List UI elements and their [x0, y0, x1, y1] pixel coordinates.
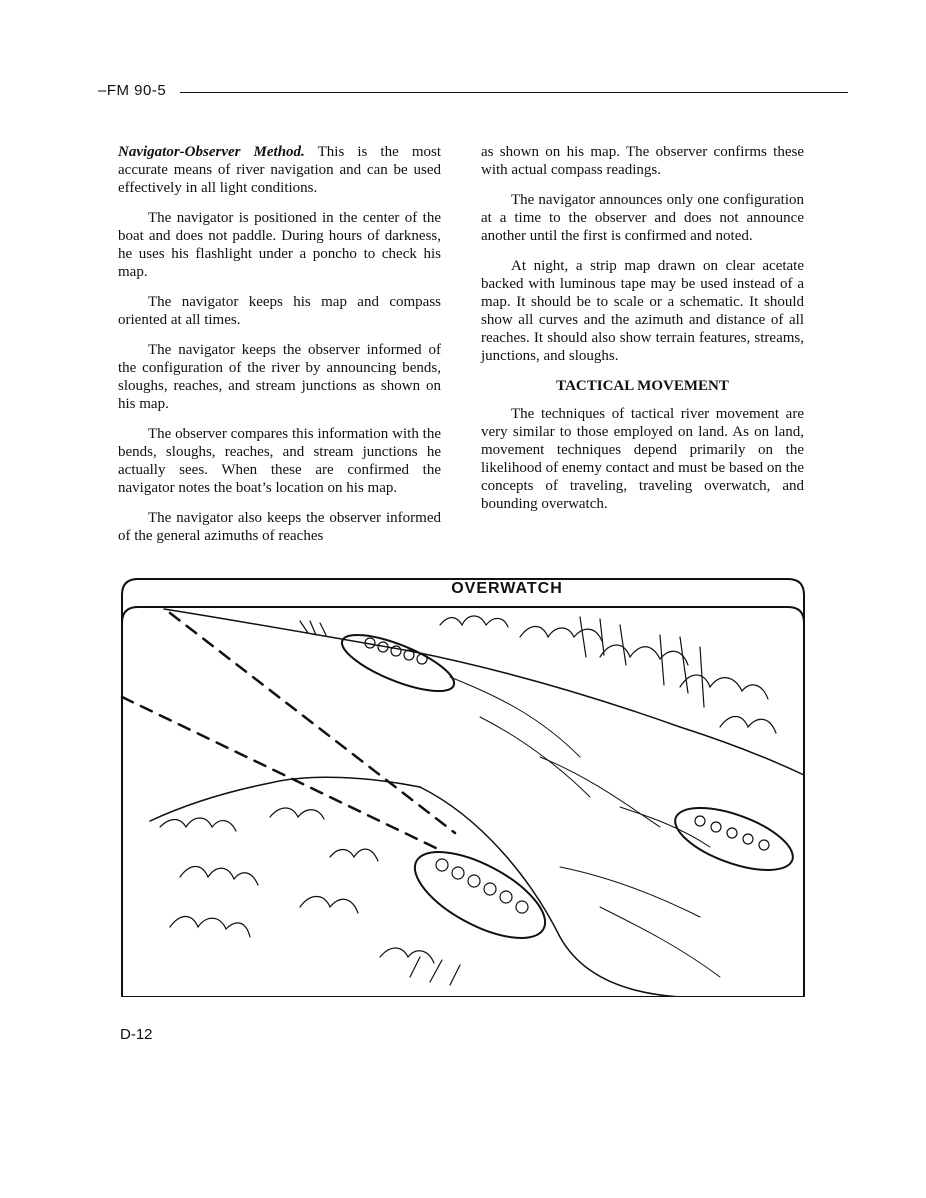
paragraph: The observer compares this information with the bends, sloughs, reaches, and stream junctions he actually sees. When these are confirmed the navigator notes the boat’s location on his map. [118, 426, 441, 496]
paragraph: as shown on his map. The observer confirms these with actual compass readings. [481, 144, 804, 178]
paragraph-text: This is the most accurate means of river navigation and can be used effectively in all light conditions. [118, 144, 441, 196]
page-header [98, 82, 848, 102]
paragraph: The techniques of tactical river movement are very similar to those employed on land. As on land, movement techniques depend primarily on the likelihood of enemy contact and must be based on the concepts of traveling, traveling overwatch, and bounding overwatch. [481, 406, 804, 512]
figure-title: OVERWATCH [451, 580, 563, 597]
paragraph-lead: Navigator-Observer Method. [118, 144, 305, 160]
paragraph: The navigator announces only one configuration at a time to the observer and does not announce another until the first is confirmed and noted. [481, 192, 804, 244]
paragraph: The navigator keeps the observer informed of the configuration of the river by announcing bends, sloughs, reaches, and stream junctions as shown on his map. [118, 342, 441, 412]
right-column [481, 143, 804, 525]
overwatch-figure [120, 577, 806, 997]
paragraph: The navigator keeps his map and compass oriented at all times. [118, 294, 441, 328]
paragraph: The navigator also keeps the observer informed of the general azimuths of reaches [118, 510, 441, 544]
paragraph: The navigator is positioned in the center of the boat and does not paddle. During hours of darkness, he uses his flashlight under a poncho to check his map. [118, 210, 441, 280]
overwatch-illustration [120, 577, 806, 997]
left-column [118, 143, 441, 557]
section-heading: TACTICAL MOVEMENT [556, 378, 729, 394]
header-rule [180, 92, 848, 93]
field-manual-code: –FM 90-5 [98, 82, 167, 99]
page-number: D-12 [120, 1026, 153, 1043]
paragraph [118, 143, 441, 197]
paragraph: At night, a strip map drawn on clear acetate backed with luminous tape may be used instead of a map. It should be to scale or a schematic. It should show all curves and the azimuth and distance of all reaches. It should also show terrain features, streams, junctions, and sloughs. [481, 258, 804, 364]
